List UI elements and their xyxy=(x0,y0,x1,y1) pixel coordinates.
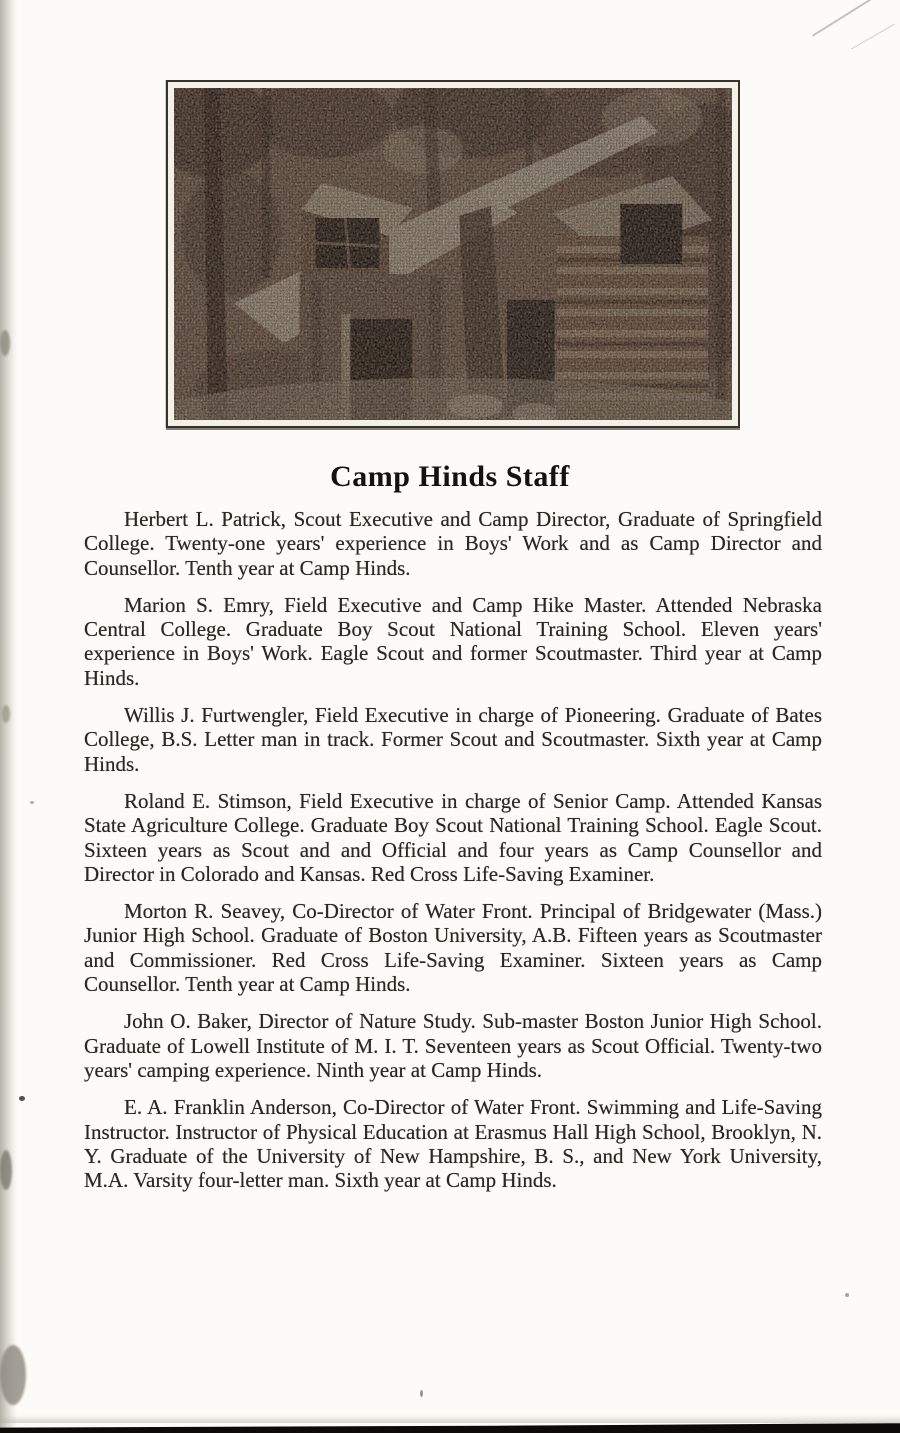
staff-paragraph-stimson: Roland E. Stimson, Field Executive in charge of Senior Camp. Attended Kansas State Agriculture College. Graduate Boy Scout National Training School. Eagle Scout. Sixteen years as Scout and and Official and four years as Camp Counsellor and Director in Colorado and Kansas. Red Cross Life-Saving Examiner. xyxy=(84,788,822,886)
cabin-photo-illustration xyxy=(174,88,732,420)
ink-speck xyxy=(845,1293,849,1297)
ink-speck xyxy=(19,1096,25,1101)
scan-scratch xyxy=(812,0,886,37)
staff-list xyxy=(84,507,822,1205)
staff-paragraph-anderson: E. A. Franklin Anderson, Co-Director of Water Front. Swimming and Life-Saving Instructor. Instructor of Physical Education at Erasmus Hall High School, Brooklyn, N. Y. Graduate of the University of New Hampshire, B. S., and New York University, M.A. Varsity four-letter man. Sixth year at Camp Hinds. xyxy=(84,1095,822,1193)
scan-corner-smudge xyxy=(0,0,170,40)
ink-speck xyxy=(420,1390,423,1397)
staff-paragraph-seavey: Morton R. Seavey, Co-Director of Water Front. Principal of Bridgewater (Mass.) Junior High School. Graduate of Boston University, A.B. Fifteen years as Scoutmaster and Commissioner. Red Cross Life-Saving Examiner. Sixteen years as Camp Counsellor. Tenth year at Camp Hinds. xyxy=(84,899,822,997)
scan-scratch xyxy=(851,24,895,50)
staff-paragraph-emry: Marion S. Emry, Field Executive and Camp Hike Master. Attended Nebraska Central College. Graduate Boy Scout National Training School. Eleven years' experience in Boys' Work. Eagle Scout and former Scoutmaster. Third year at Camp Hinds. xyxy=(84,592,822,690)
scan-smudge xyxy=(0,1345,26,1405)
cabin-photo xyxy=(174,88,732,420)
staff-paragraph-patrick: Herbert L. Patrick, Scout Executive and Camp Director, Graduate of Springfield College. Twenty-one years' experience in Boys' Work and as Camp Director and Counsellor. Tenth year at Camp Hinds. xyxy=(84,507,822,580)
scan-smudge xyxy=(0,330,10,356)
page-title: Camp Hinds Staff xyxy=(330,460,570,493)
scan-smudge xyxy=(0,1150,12,1190)
cabin-photo-frame xyxy=(166,80,740,428)
staff-paragraph-furtwengler: Willis J. Furtwengler, Field Executive in charge of Pioneering. Graduate of Bates College, B.S. Letter man in track. Former Scout and Scoutmaster. Sixth year at Camp Hinds. xyxy=(84,703,822,776)
scan-bottom-haze xyxy=(0,1415,900,1423)
staff-paragraph-baker: John O. Baker, Director of Nature Study. Sub-master Boston Junior High School. Graduate of Lowell Institute of M. I. T. Seventeen years as Scout Official. Twenty-two years' camping experience. Ninth year at Camp Hinds. xyxy=(84,1009,822,1082)
scan-smudge xyxy=(2,705,10,723)
ink-speck xyxy=(30,801,34,804)
